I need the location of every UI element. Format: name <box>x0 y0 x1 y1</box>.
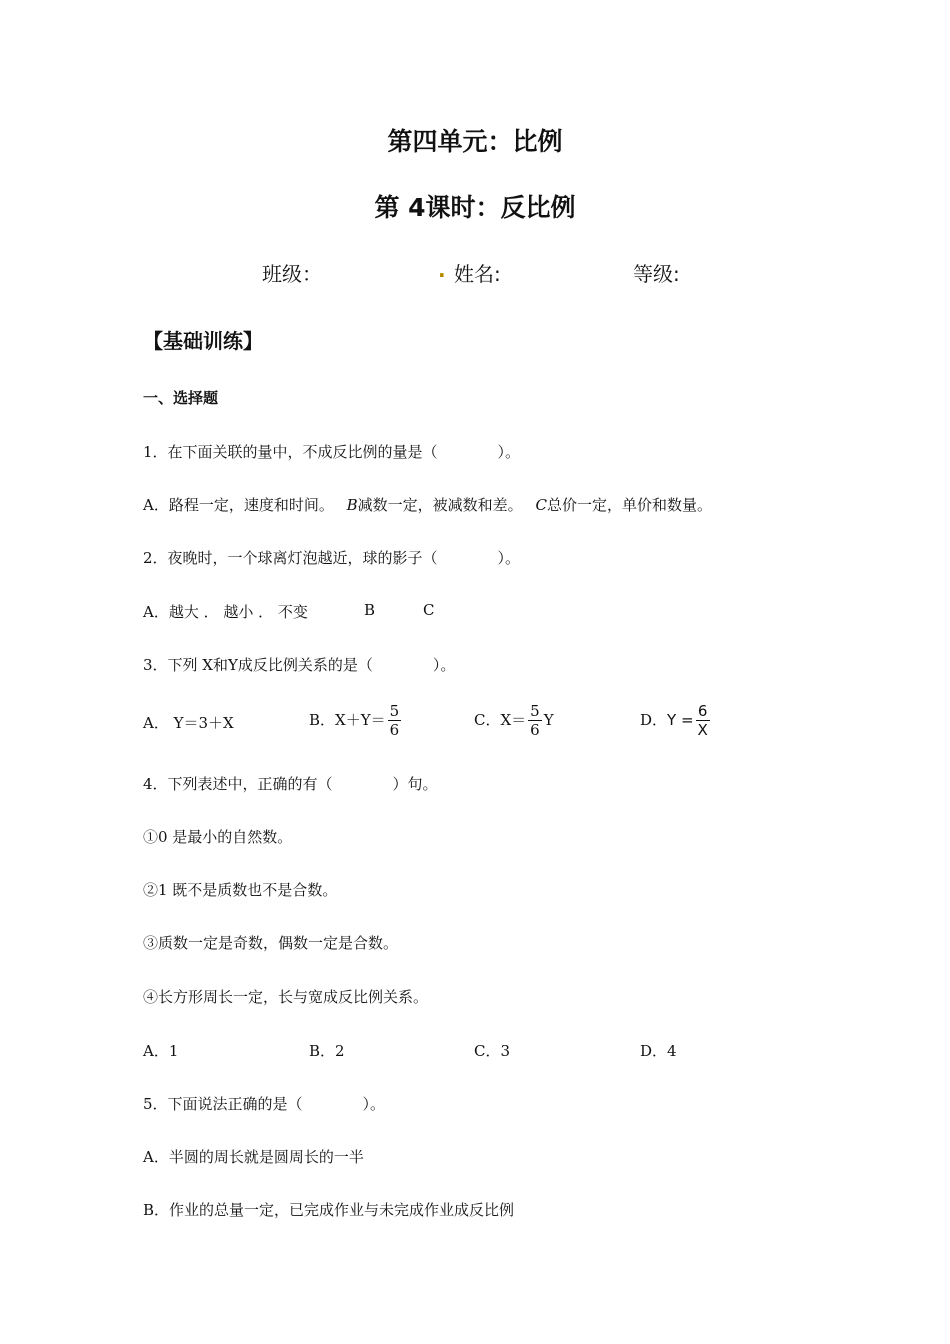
q4-option-a: A．1 <box>143 1042 179 1060</box>
q3-option-a: A． Y＝3＋X <box>143 714 234 732</box>
q4-option-d: D．4 <box>640 1042 677 1060</box>
question-2-options: A．越大 ． 越小 ． 不变 <box>143 603 308 621</box>
q3-option-d-expr: Y = <box>667 711 694 729</box>
q2-letter-b: B <box>364 601 376 619</box>
q4-option-b: B．2 <box>309 1042 345 1060</box>
q1-option-c-letter: C <box>535 496 547 514</box>
fraction-numerator: 5 <box>530 702 540 720</box>
q3-option-b <box>309 704 403 738</box>
class-label: 班级： <box>262 262 322 286</box>
q3-option-d-letter: D． <box>640 711 668 729</box>
question-1-options <box>143 494 712 515</box>
name-label: 姓名: <box>454 262 501 286</box>
q4-statement-4: ④长方形周长一定，长与宽成反比例关系。 <box>143 988 429 1006</box>
q3-option-d-fraction <box>696 704 710 738</box>
q5-option-a: A．半圆的周长就是圆周长的一半 <box>143 1148 364 1166</box>
q4-statement-1: ①0 是最小的自然数。 <box>143 828 293 846</box>
question-3-stem: 3．下列 X和Y成反比例关系的是（ ）。 <box>143 656 456 674</box>
fraction-numerator: 6 <box>696 704 710 721</box>
question-1-stem: 1．在下面关联的量中，不成反比例的量是（ ）。 <box>143 443 521 461</box>
q1-option-b: 减数一定，被减数和差。 <box>357 496 523 514</box>
q3-option-b-expr: B．X＋Y＝ <box>309 711 386 729</box>
q3-option-d <box>640 704 712 738</box>
q3-option-c-fraction <box>528 704 542 738</box>
question-2-stem: 2．夜晚时，一个球离灯泡越近，球的影子（ ）。 <box>143 549 521 567</box>
fraction-denominator: X <box>697 721 708 739</box>
q1-option-b-letter: B <box>346 496 358 514</box>
q4-option-c: C．3 <box>474 1042 511 1060</box>
q4-statement-3: ③质数一定是奇数，偶数一定是合数。 <box>143 934 399 952</box>
grade-label: 等级: <box>633 262 680 286</box>
lesson-title: 第 4课时：反比例 <box>374 193 576 222</box>
q3-option-c <box>474 704 554 738</box>
section-heading: 【基础训练】 <box>143 329 263 353</box>
part-heading: 一、选择题 <box>143 389 219 407</box>
q5-option-b: B．作业的总量一定，已完成作业与未完成作业成反比例 <box>143 1201 515 1219</box>
unit-title: 第四单元：比例 <box>387 127 563 156</box>
question-5-stem: 5．下面说法正确的是（ ）。 <box>143 1095 386 1113</box>
q1-option-c: 总价一定，单价和数量。 <box>546 496 712 514</box>
fraction-denominator: 6 <box>530 721 540 739</box>
fraction-denominator: 6 <box>389 721 400 739</box>
q4-statement-2: ②1 既不是质数也不是合数。 <box>143 881 338 899</box>
q3-option-c-expr: C．X＝ <box>474 711 527 729</box>
q3-option-c-variable: Y <box>543 711 554 729</box>
separator-dot: . <box>438 258 446 282</box>
q2-letter-c: C <box>423 601 435 619</box>
q3-option-b-fraction <box>388 704 402 738</box>
question-4-stem: 4．下列表述中，正确的有（ ）句。 <box>143 775 438 793</box>
q1-option-a: A．路程一定，速度和时间。 <box>143 496 334 514</box>
fraction-numerator: 5 <box>389 702 400 720</box>
